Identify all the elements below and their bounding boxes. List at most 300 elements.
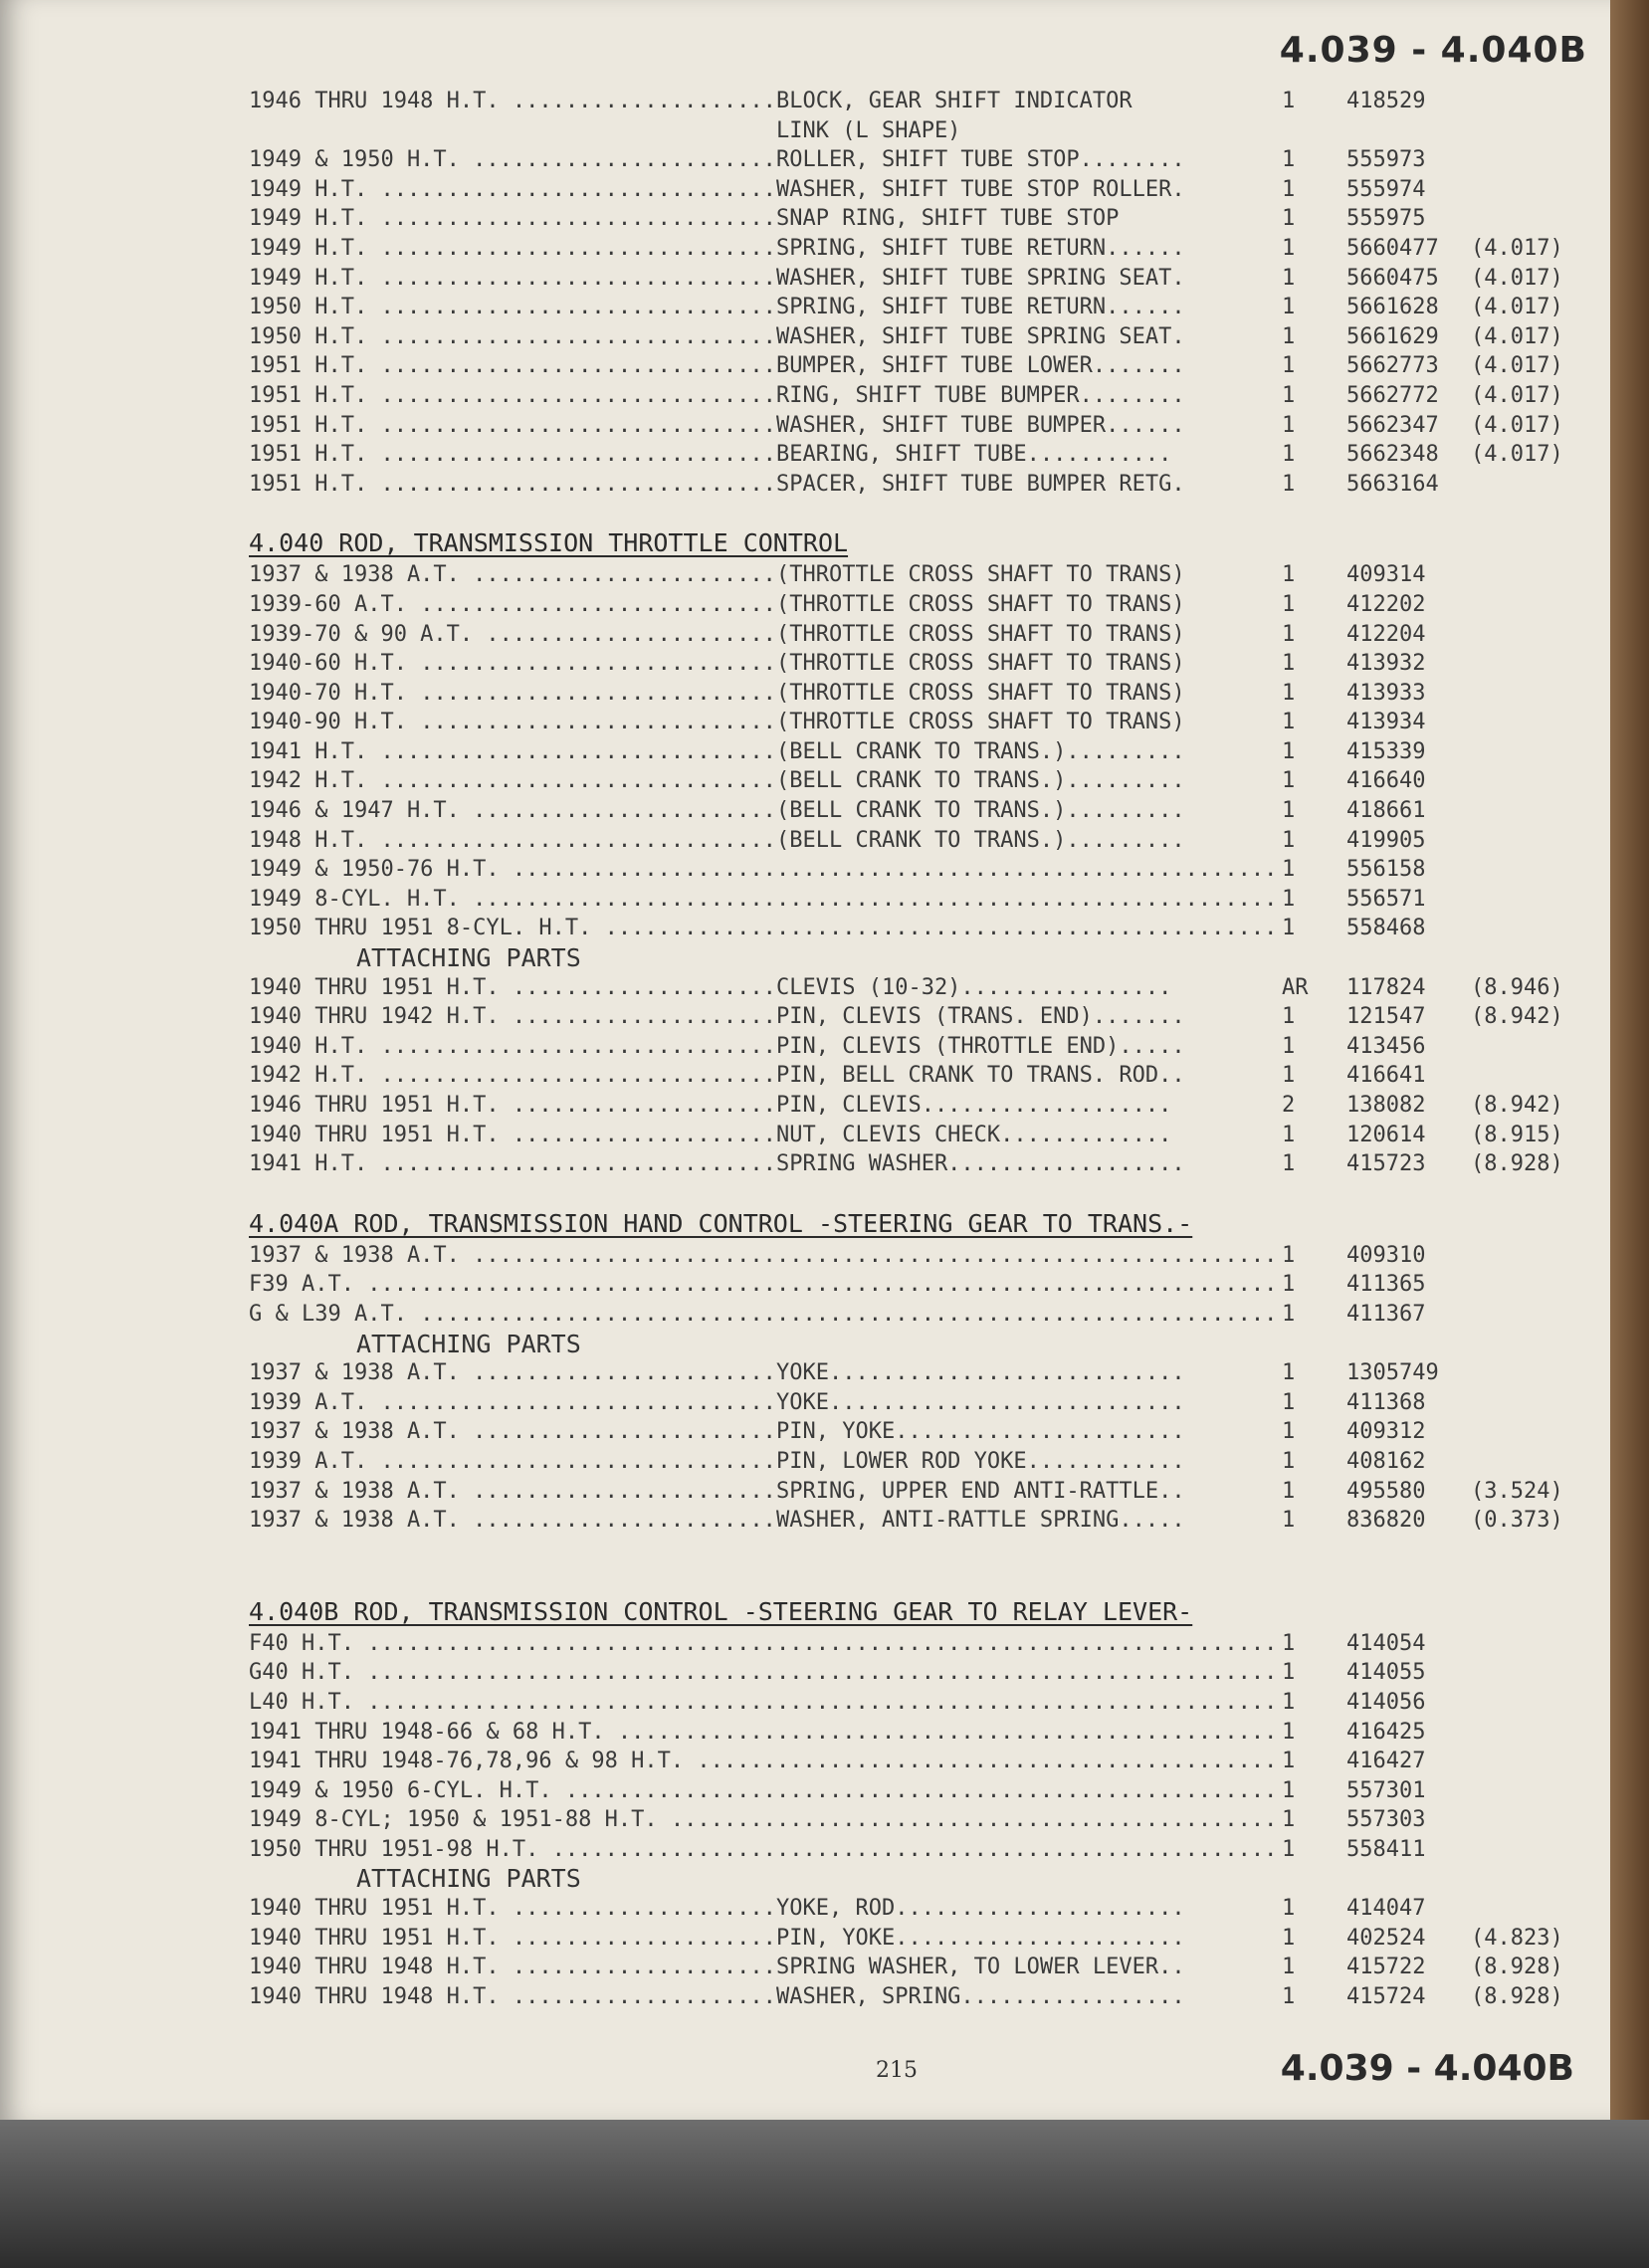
quantity-cell: 1 <box>1282 1478 1296 1504</box>
part-number-cell: 558411 <box>1346 1836 1426 1862</box>
reference-cell <box>1471 1688 1597 1718</box>
table-row <box>249 796 1597 826</box>
quantity-cell: 1 <box>1282 1272 1296 1298</box>
quantity-cell: 1 <box>1282 1719 1296 1745</box>
table-row <box>249 322 1597 352</box>
reference-cell <box>1471 679 1597 709</box>
description-cell: BLOCK, GEAR SHIFT INDICATOR <box>776 89 1133 113</box>
year-cell: 1941 THRU 1948-76,78,96 & 98 H.T. ..... <box>249 1747 776 1776</box>
quantity-cell: AR <box>1282 974 1309 1000</box>
description-cell: PIN, YOKE...................... <box>776 1419 1185 1445</box>
quantity-cell: 1 <box>1282 206 1296 232</box>
table-row <box>249 826 1597 856</box>
description-cell <box>776 1658 1282 1688</box>
description-cell: WASHER, SHIFT TUBE STOP ROLLER. <box>776 176 1185 202</box>
top-rows <box>249 87 1597 499</box>
year-cell: 1940 THRU 1951 H.T. ..... <box>249 1924 776 1954</box>
part-number-cell: 5662772 <box>1346 382 1439 408</box>
section-4040B-title: 4.040B ROD, TRANSMISSION CONTROL -STEERING GEAR TO RELAY LEVER- <box>249 1596 1193 1626</box>
section-4040-rows <box>249 560 1597 943</box>
description-cell: RING, SHIFT TUBE BUMPER........ <box>776 382 1185 408</box>
description-cell: (BELL CRANK TO TRANS.)......... <box>776 738 1185 764</box>
description-cell: (THROTTLE CROSS SHAFT TO TRANS) <box>776 591 1185 617</box>
quantity-cell: 1 <box>1282 89 1296 113</box>
year-cell: 1940-60 H.T. ..... <box>249 649 776 679</box>
quantity-cell: 1 <box>1282 916 1296 941</box>
part-number-cell: 415722 <box>1346 1955 1426 1980</box>
year-cell: 1940 THRU 1948 H.T. ..... <box>249 1982 776 2012</box>
part-number-cell: 120614 <box>1346 1122 1426 1147</box>
part-number-cell: 5661628 <box>1346 295 1439 320</box>
description-cell: (THROTTLE CROSS SHAFT TO TRANS) <box>776 680 1185 706</box>
year-cell: 1946 THRU 1951 H.T. ..... <box>249 1091 776 1121</box>
table-row <box>249 649 1597 679</box>
year-cell: 1940 THRU 1942 H.T. ..... <box>249 1002 776 1032</box>
reference-cell: (8.946) <box>1471 974 1563 1000</box>
reference-cell <box>1471 1061 1597 1091</box>
year-cell: 1949 H.T. ..... <box>249 264 776 294</box>
table-row <box>249 1149 1597 1179</box>
table-row <box>249 1388 1597 1418</box>
book-edge <box>1610 0 1649 2120</box>
description-cell: WASHER, SHIFT TUBE SPRING SEAT. <box>776 323 1185 349</box>
year-cell: 1939-60 A.T. ..... <box>249 590 776 620</box>
year-cell: 1940 THRU 1951 H.T. ..... <box>249 1894 776 1924</box>
year-cell: 1951 H.T. ..... <box>249 440 776 470</box>
part-number-cell: 1305749 <box>1346 1360 1439 1386</box>
table-row <box>249 1032 1597 1062</box>
table-row <box>249 1477 1597 1507</box>
part-number-cell: 414056 <box>1346 1689 1426 1715</box>
description-cell <box>776 1270 1282 1300</box>
year-cell: 1949 8-CYL; 1950 & 1951-88 H.T. ..... <box>249 1805 776 1835</box>
table-row <box>249 766 1597 796</box>
reference-cell <box>1471 590 1597 620</box>
description-cell <box>776 855 1282 885</box>
description-cell <box>776 1805 1282 1835</box>
part-number-cell: 117824 <box>1346 974 1426 1000</box>
year-cell: 1946 & 1947 H.T. ..... <box>249 796 776 826</box>
reference-cell: (3.524) <box>1471 1478 1563 1504</box>
year-cell: 1940 THRU 1948 H.T. ..... <box>249 1953 776 1982</box>
quantity-cell: 1 <box>1282 798 1296 824</box>
reference-cell <box>1471 855 1597 885</box>
description-cell: LINK (L SHAPE) <box>776 117 961 143</box>
part-number-cell: 415724 <box>1346 1983 1426 2009</box>
quantity-cell: 1 <box>1282 1955 1296 1980</box>
reference-cell <box>1471 620 1597 650</box>
quantity-cell: 1 <box>1282 1301 1296 1327</box>
description-cell: WASHER, SHIFT TUBE SPRING SEAT. <box>776 265 1185 291</box>
reference-cell <box>1471 1718 1597 1748</box>
table-row <box>249 1061 1597 1091</box>
reference-cell: (8.942) <box>1471 1004 1563 1030</box>
part-number-cell: 5661629 <box>1346 323 1439 349</box>
part-number-cell: 411368 <box>1346 1389 1426 1415</box>
quantity-cell: 1 <box>1282 1389 1296 1415</box>
quantity-cell <box>1282 116 1346 146</box>
year-cell: 1950 THRU 1951-98 H.T. ..... <box>249 1835 776 1865</box>
year-cell: 1942 H.T. ..... <box>249 1061 776 1091</box>
reference-cell <box>1471 1241 1597 1271</box>
description-cell: SPRING, UPPER END ANTI-RATTLE.. <box>776 1478 1185 1504</box>
description-cell: YOKE........................... <box>776 1389 1185 1415</box>
part-number-cell: 412204 <box>1346 621 1426 647</box>
quantity-cell: 1 <box>1282 442 1296 468</box>
section-4040-attaching <box>249 973 1597 1179</box>
year-cell: 1949 H.T. ..... <box>249 204 776 234</box>
page-footer-title: 4.039 - 4.040B <box>1280 2048 1574 2089</box>
description-cell: BUMPER, SHIFT TUBE LOWER....... <box>776 353 1185 379</box>
part-number-cell: 495580 <box>1346 1478 1426 1504</box>
description-cell <box>776 1300 1282 1330</box>
part-number-cell: 415723 <box>1346 1151 1426 1177</box>
reference-cell <box>1471 204 1597 234</box>
description-cell: PIN, CLEVIS................... <box>776 1093 1172 1118</box>
page-header-title: 4.039 - 4.040B <box>1279 30 1587 71</box>
quantity-cell: 1 <box>1282 827 1296 853</box>
year-cell: 1937 & 1938 A.T. ..... <box>249 1417 776 1447</box>
reference-cell <box>1471 175 1597 205</box>
quantity-cell: 1 <box>1282 1151 1296 1177</box>
description-cell: (THROTTLE CROSS SHAFT TO TRANS) <box>776 621 1185 647</box>
table-row <box>249 1002 1597 1032</box>
part-number-cell: 408162 <box>1346 1448 1426 1474</box>
quantity-cell: 1 <box>1282 176 1296 202</box>
year-cell: 1951 H.T. ..... <box>249 470 776 500</box>
year-cell: 1939-70 & 90 A.T. ..... <box>249 620 776 650</box>
year-cell: 1950 H.T. ..... <box>249 293 776 322</box>
table-row <box>249 855 1597 885</box>
year-cell: 1950 H.T. ..... <box>249 322 776 352</box>
quantity-cell: 1 <box>1282 562 1296 588</box>
description-cell: SPACER, SHIFT TUBE BUMPER RETG. <box>776 471 1185 497</box>
table-row <box>249 1894 1597 1924</box>
table-row <box>249 1091 1597 1121</box>
quantity-cell: 1 <box>1282 382 1296 408</box>
part-number-cell: 556571 <box>1346 886 1426 912</box>
table-row <box>249 1953 1597 1982</box>
reference-cell: (4.017) <box>1471 323 1563 349</box>
reference-cell: (4.017) <box>1471 442 1563 468</box>
year-cell: 1939 A.T. ..... <box>249 1388 776 1418</box>
description-cell: WASHER, SHIFT TUBE BUMPER...... <box>776 412 1185 438</box>
reference-cell: (8.928) <box>1471 1983 1563 2009</box>
quantity-cell: 1 <box>1282 1689 1296 1715</box>
table-row <box>249 1417 1597 1447</box>
quantity-cell: 1 <box>1282 1896 1296 1922</box>
year-cell: G40 H.T. ..... <box>249 1658 776 1688</box>
part-number-cell: 557303 <box>1346 1807 1426 1833</box>
part-number-cell: 413933 <box>1346 680 1426 706</box>
part-number-cell: 556158 <box>1346 857 1426 883</box>
description-cell: SPRING WASHER, TO LOWER LEVER.. <box>776 1955 1185 1980</box>
year-cell: 1948 H.T. ..... <box>249 826 776 856</box>
reference-cell: (8.915) <box>1471 1122 1563 1147</box>
year-cell: 1949 & 1950 H.T. ..... <box>249 145 776 175</box>
year-cell: F40 H.T. ..... <box>249 1629 776 1659</box>
year-cell: 1949 & 1950-76 H.T. ..... <box>249 855 776 885</box>
reference-cell <box>1471 1776 1597 1806</box>
table-row <box>249 590 1597 620</box>
reference-cell <box>1471 1358 1597 1388</box>
part-number-cell: 414055 <box>1346 1660 1426 1686</box>
quantity-cell: 1 <box>1282 738 1296 764</box>
part-number-cell: 415339 <box>1346 738 1426 764</box>
reference-cell <box>1471 560 1597 590</box>
table-row <box>249 175 1597 205</box>
year-cell: 1941 H.T. ..... <box>249 1149 776 1179</box>
description-cell: PIN, CLEVIS (THROTTLE END)..... <box>776 1033 1185 1059</box>
quantity-cell: 1 <box>1282 1777 1296 1803</box>
year-cell: 1937 & 1938 A.T. ..... <box>249 1358 776 1388</box>
reference-cell <box>1471 1658 1597 1688</box>
description-cell: BEARING, SHIFT TUBE........... <box>776 442 1172 468</box>
table-row <box>249 440 1597 470</box>
description-cell: SPRING, SHIFT TUBE RETURN...... <box>776 295 1185 320</box>
description-cell: NUT, CLEVIS CHECK............. <box>776 1122 1172 1147</box>
table-row <box>249 87 1597 116</box>
part-number-cell: 5663164 <box>1346 471 1439 497</box>
quantity-cell: 1 <box>1282 886 1296 912</box>
part-number-cell: 419905 <box>1346 827 1426 853</box>
table-row <box>249 381 1597 411</box>
year-cell: 1940 H.T. ..... <box>249 1032 776 1062</box>
description-cell: SPRING WASHER.................. <box>776 1151 1185 1177</box>
reference-cell <box>1471 885 1597 915</box>
quantity-cell: 1 <box>1282 1925 1296 1951</box>
table-row <box>249 1747 1597 1776</box>
quantity-cell: 1 <box>1282 710 1296 735</box>
year-cell: 1937 & 1938 A.T. ..... <box>249 1506 776 1536</box>
table-row <box>249 620 1597 650</box>
description-cell: PIN, LOWER ROD YOKE............ <box>776 1448 1185 1474</box>
year-cell: 1949 H.T. ..... <box>249 234 776 264</box>
quantity-cell: 1 <box>1282 857 1296 883</box>
year-cell: 1949 H.T. ..... <box>249 175 776 205</box>
part-number-cell: 5662348 <box>1346 442 1439 468</box>
description-cell: (BELL CRANK TO TRANS.)......... <box>776 827 1185 853</box>
description-cell <box>776 1718 1282 1748</box>
year-cell <box>249 116 776 146</box>
part-number-cell: 5660475 <box>1346 265 1439 291</box>
description-cell: WASHER, SPRING................. <box>776 1983 1185 2009</box>
table-row <box>249 737 1597 767</box>
year-cell: 1941 THRU 1948-66 & 68 H.T. ..... <box>249 1718 776 1748</box>
reference-cell: (4.017) <box>1471 265 1563 291</box>
quantity-cell: 1 <box>1282 1063 1296 1089</box>
reference-cell <box>1471 1032 1597 1062</box>
year-cell: L40 H.T. ..... <box>249 1688 776 1718</box>
description-cell <box>776 1776 1282 1806</box>
reference-cell: (8.942) <box>1471 1093 1563 1118</box>
reference-cell <box>1471 1388 1597 1418</box>
description-cell: WASHER, ANTI-RATTLE SPRING..... <box>776 1508 1185 1534</box>
description-cell: (THROTTLE CROSS SHAFT TO TRANS) <box>776 562 1185 588</box>
part-number-cell: 555974 <box>1346 176 1426 202</box>
quantity-cell: 1 <box>1282 1983 1296 2009</box>
reference-cell <box>1471 116 1597 146</box>
quantity-cell: 1 <box>1282 471 1296 497</box>
scan-background <box>0 2120 1649 2268</box>
table-row <box>249 411 1597 441</box>
quantity-cell: 1 <box>1282 768 1296 794</box>
reference-cell <box>1471 737 1597 767</box>
quantity-cell: 1 <box>1282 1448 1296 1474</box>
description-cell: YOKE........................... <box>776 1360 1185 1386</box>
quantity-cell: 1 <box>1282 353 1296 379</box>
part-number-cell: 416640 <box>1346 768 1426 794</box>
table-row <box>249 234 1597 264</box>
reference-cell <box>1471 1747 1597 1776</box>
part-number-cell: 409312 <box>1346 1419 1426 1445</box>
table-row <box>249 973 1597 1003</box>
table-row <box>249 116 1597 146</box>
description-cell <box>776 1747 1282 1776</box>
description-cell: (THROTTLE CROSS SHAFT TO TRANS) <box>776 710 1185 735</box>
table-row <box>249 1835 1597 1865</box>
table-row <box>249 1776 1597 1806</box>
quantity-cell: 1 <box>1282 1807 1296 1833</box>
quantity-cell: 1 <box>1282 1630 1296 1656</box>
description-cell: PIN, CLEVIS (TRANS. END)....... <box>776 1004 1185 1030</box>
reference-cell <box>1471 1447 1597 1477</box>
quantity-cell: 1 <box>1282 680 1296 706</box>
reference-cell <box>1471 1805 1597 1835</box>
reference-cell <box>1471 826 1597 856</box>
year-cell: 1949 8-CYL. H.T. ..... <box>249 885 776 915</box>
table-row <box>249 1982 1597 2012</box>
table-row <box>249 1121 1597 1150</box>
table-row <box>249 1300 1597 1330</box>
part-number-cell: 557301 <box>1346 1777 1426 1803</box>
part-number-cell: 409314 <box>1346 562 1426 588</box>
reference-cell <box>1471 1300 1597 1330</box>
section-4040B-attaching <box>249 1894 1597 2011</box>
quantity-cell: 2 <box>1282 1093 1296 1118</box>
description-cell <box>776 914 1282 943</box>
reference-cell <box>1471 766 1597 796</box>
quantity-cell: 1 <box>1282 147 1296 173</box>
description-cell <box>776 1835 1282 1865</box>
year-cell: G & L39 A.T. ..... <box>249 1300 776 1330</box>
table-row <box>249 1658 1597 1688</box>
table-row <box>249 708 1597 737</box>
table-row <box>249 145 1597 175</box>
reference-cell <box>1471 1835 1597 1865</box>
quantity-cell: 1 <box>1282 295 1296 320</box>
part-number-cell: 121547 <box>1346 1004 1426 1030</box>
table-row <box>249 293 1597 322</box>
reference-cell <box>1471 1629 1597 1659</box>
quantity-cell: 1 <box>1282 1749 1296 1774</box>
reference-cell <box>1471 1270 1597 1300</box>
quantity-cell: 1 <box>1282 1004 1296 1030</box>
part-number-cell: 413934 <box>1346 710 1426 735</box>
description-cell: YOKE, ROD...................... <box>776 1896 1185 1922</box>
description-cell: PIN, BELL CRANK TO TRANS. ROD.. <box>776 1063 1185 1089</box>
quantity-cell: 1 <box>1282 651 1296 677</box>
quantity-cell: 1 <box>1282 1660 1296 1686</box>
table-row <box>249 1805 1597 1835</box>
page-number: 215 <box>876 2058 918 2083</box>
year-cell: 1942 H.T. ..... <box>249 766 776 796</box>
section-4040A-attaching <box>249 1358 1597 1536</box>
reference-cell <box>1471 708 1597 737</box>
description-cell: ROLLER, SHIFT TUBE STOP........ <box>776 147 1185 173</box>
year-cell: 1940 THRU 1951 H.T. ..... <box>249 1121 776 1150</box>
table-row <box>249 560 1597 590</box>
table-row <box>249 1447 1597 1477</box>
table-row <box>249 1241 1597 1271</box>
reference-cell: (4.017) <box>1471 412 1563 438</box>
table-row <box>249 1718 1597 1748</box>
part-number-cell: 416641 <box>1346 1063 1426 1089</box>
quantity-cell: 1 <box>1282 1419 1296 1445</box>
year-cell: 1950 THRU 1951 8-CYL. H.T. ..... <box>249 914 776 943</box>
table-row <box>249 1270 1597 1300</box>
part-number-cell: 5662773 <box>1346 353 1439 379</box>
year-cell: 1939 A.T. ..... <box>249 1447 776 1477</box>
quantity-cell: 1 <box>1282 412 1296 438</box>
table-row <box>249 1924 1597 1954</box>
description-cell <box>776 1629 1282 1659</box>
table-row <box>249 264 1597 294</box>
reference-cell <box>1471 1417 1597 1447</box>
year-cell: 1940-90 H.T. ..... <box>249 708 776 737</box>
reference-cell: (4.823) <box>1471 1925 1563 1951</box>
year-cell: 1940 THRU 1951 H.T. ..... <box>249 973 776 1003</box>
reference-cell: (0.373) <box>1471 1508 1563 1534</box>
table-row <box>249 1358 1597 1388</box>
year-cell: 1951 H.T. ..... <box>249 351 776 381</box>
part-number-cell: 412202 <box>1346 591 1426 617</box>
part-number-cell: 416427 <box>1346 1749 1426 1774</box>
table-row <box>249 885 1597 915</box>
section-4040B-rows <box>249 1629 1597 1865</box>
reference-cell <box>1471 145 1597 175</box>
quantity-cell: 1 <box>1282 235 1296 261</box>
year-cell: 1941 H.T. ..... <box>249 737 776 767</box>
parts-list <box>249 87 1597 2011</box>
description-cell <box>776 1241 1282 1271</box>
part-number-cell: 409310 <box>1346 1242 1426 1268</box>
description-cell: PIN, YOKE...................... <box>776 1925 1185 1951</box>
table-row <box>249 470 1597 500</box>
quantity-cell: 1 <box>1282 621 1296 647</box>
year-cell: 1949 & 1950 6-CYL. H.T. ..... <box>249 1776 776 1806</box>
table-row <box>249 1688 1597 1718</box>
quantity-cell: 1 <box>1282 1508 1296 1534</box>
description-cell: CLEVIS (10-32)................ <box>776 974 1172 1000</box>
part-number-cell: 5662347 <box>1346 412 1439 438</box>
reference-cell <box>1471 649 1597 679</box>
year-cell: 1951 H.T. ..... <box>249 411 776 441</box>
part-number-cell: 418661 <box>1346 798 1426 824</box>
reference-cell <box>1471 87 1597 116</box>
part-number-cell: 413932 <box>1346 651 1426 677</box>
year-cell: F39 A.T. ..... <box>249 1270 776 1300</box>
table-row <box>249 914 1597 943</box>
part-number-cell: 558468 <box>1346 916 1426 941</box>
reference-cell <box>1471 796 1597 826</box>
reference-cell: (4.017) <box>1471 235 1563 261</box>
reference-cell: (4.017) <box>1471 382 1563 408</box>
part-number-cell: 414054 <box>1346 1630 1426 1656</box>
quantity-cell: 1 <box>1282 1033 1296 1059</box>
section-4040A-rows <box>249 1241 1597 1330</box>
table-row <box>249 1629 1597 1659</box>
